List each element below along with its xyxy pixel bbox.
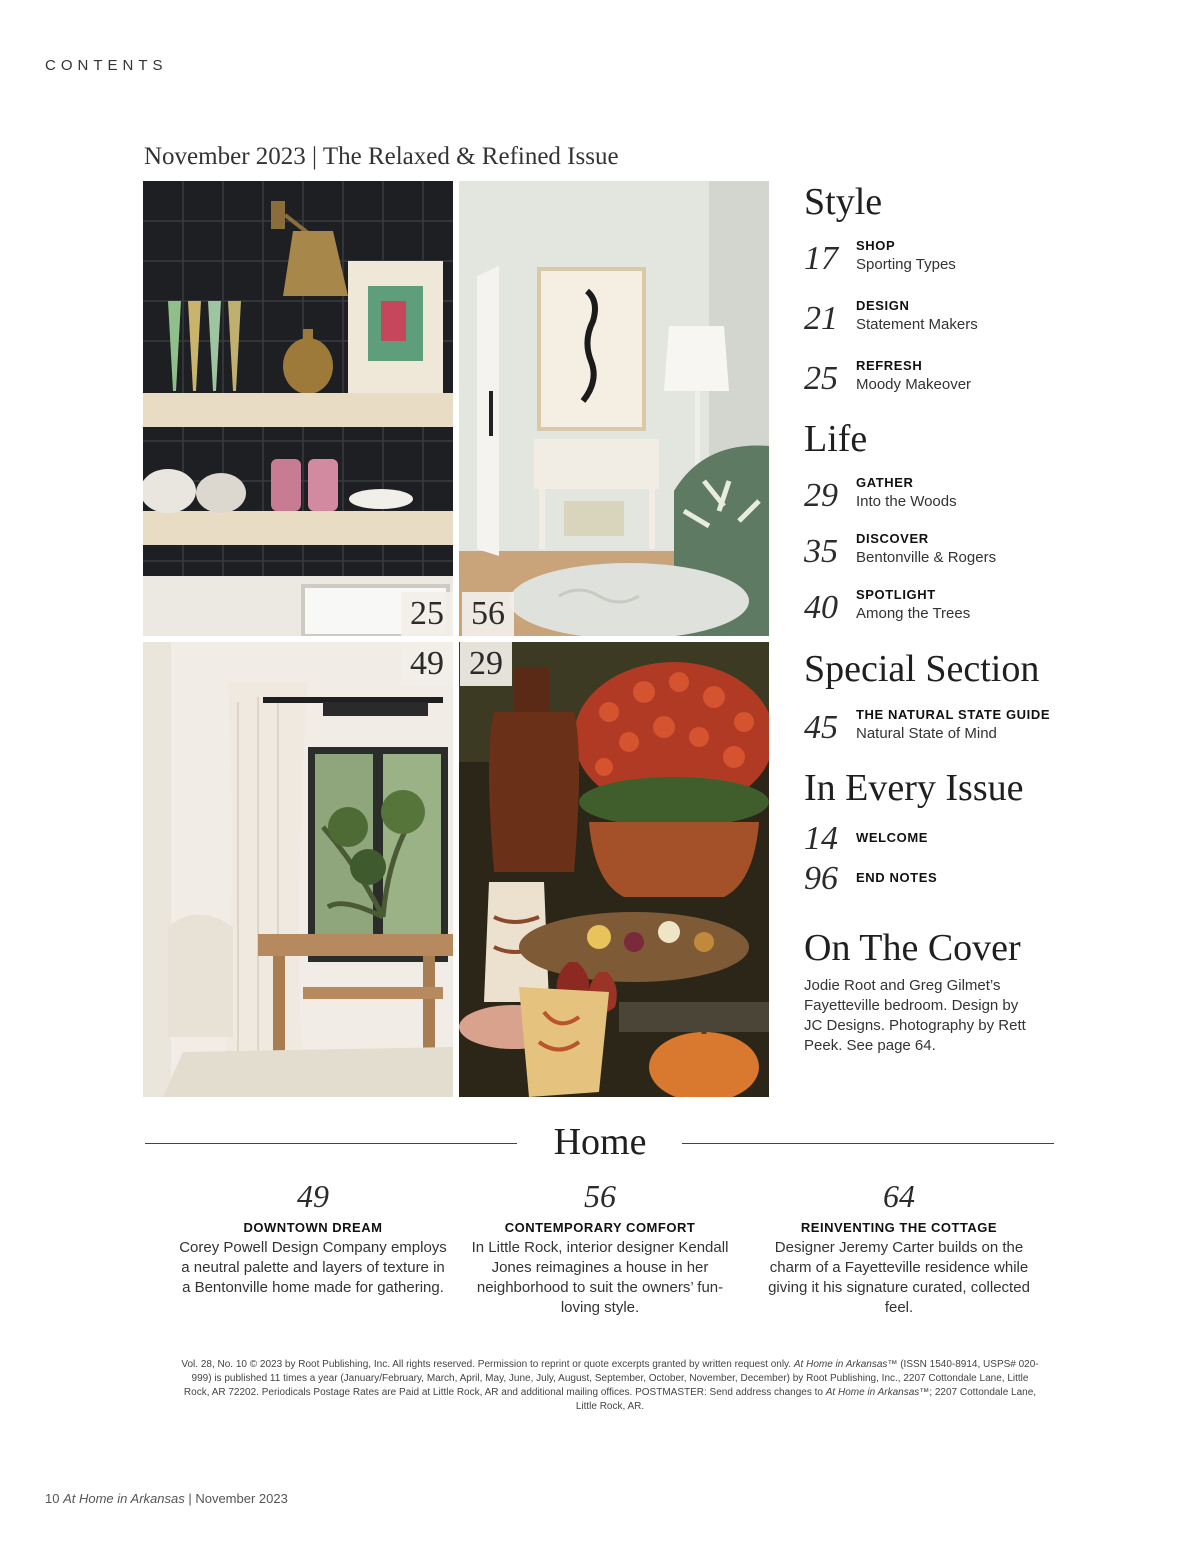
home-feature[interactable] [178, 1176, 448, 1298]
footer-issue: | November 2023 [188, 1491, 288, 1506]
toc-entry[interactable] [804, 531, 1084, 575]
footer-page-number: 10 [45, 1491, 60, 1506]
toc-entry[interactable] [804, 475, 1084, 519]
toc-title: Statement Makers [856, 316, 978, 333]
section-heading-special: Special Section [804, 648, 1040, 690]
feature-page-number: 64 [883, 1178, 915, 1214]
toc-category: GATHER [856, 475, 914, 490]
photo-page-tag: 49 [401, 642, 453, 686]
cover-description: Jodie Root and Greg Gilmet’s Fayetteville bedroom. Design by JC Designs. Photography by Rett Peek. See page 64. [804, 977, 1026, 1054]
toc-category: DESIGN [856, 298, 910, 313]
toc-title: Into the Woods [856, 493, 957, 510]
home-feature[interactable] [465, 1176, 735, 1318]
toc-page-number: 45 [804, 709, 838, 746]
toc-page-number: 35 [804, 533, 838, 570]
divider-right [682, 1143, 1054, 1144]
masthead-fine-print [180, 1358, 1040, 1414]
toc-entry[interactable] [804, 587, 1084, 631]
masthead-text: Vol. 28, No. 10 © 2023 by Root Publishing, Inc. All rights reserved. Permission to reprint or quote excerpts granted by written request only. [181, 1359, 792, 1370]
masthead-publication: At Home in Arkansas™ [793, 1359, 898, 1370]
section-heading-style: Style [804, 181, 883, 223]
issue-title: November 2023 | The Relaxed & Refined Issue [144, 143, 619, 170]
toc-page-number: 17 [804, 240, 838, 277]
feature-category: REINVENTING THE COTTAGE [800, 1220, 998, 1235]
masthead-text: mailing offices. POSTMASTER: Send address changes to [566, 1387, 823, 1398]
toc-page-number: 29 [804, 477, 838, 514]
toc-title: Among the Trees [856, 605, 971, 622]
toc-category: SPOTLIGHT [856, 587, 936, 602]
toc-entry[interactable] [804, 298, 1084, 342]
toc-title: Moody Makeover [856, 376, 972, 393]
photo-page-tag: 56 [462, 592, 514, 636]
toc-category: END NOTES [856, 870, 938, 885]
feature-page-number: 49 [297, 1178, 329, 1214]
feature-description: In Little Rock, interior designer Kendall Jones reimagines a house in her neighborhood to suit the owners’ fun-loving style. [471, 1239, 729, 1316]
toc-title: Natural State of Mind [856, 725, 997, 742]
feature-category: CONTEMPORARY COMFORT [504, 1220, 696, 1235]
toc-page-number: 25 [804, 360, 838, 397]
toc-entry[interactable] [804, 858, 1084, 902]
feature-description: Corey Powell Design Company employs a neutral palette and layers of texture in a Bentonville home made for gathering. [179, 1239, 447, 1296]
toc-entry[interactable] [804, 238, 1084, 282]
feature-description: Designer Jeremy Carter builds on the charm of a Fayetteville residence while giving it his signature curated, collected feel. [768, 1239, 1030, 1316]
footer-publication: At Home in Arkansas [63, 1491, 185, 1506]
section-heading-every-issue: In Every Issue [804, 767, 1024, 809]
contents-label: CONTENTS [45, 57, 168, 74]
toc-page-number: 96 [804, 860, 838, 897]
section-heading-home: Home [553, 1121, 647, 1163]
section-heading-life: Life [804, 418, 868, 460]
photo-autumn-spread [459, 642, 769, 1097]
toc-title: Sporting Types [856, 256, 956, 273]
toc-entry[interactable] [804, 707, 1084, 751]
toc-category: DISCOVER [856, 531, 929, 546]
toc-entry[interactable] [804, 358, 1084, 402]
photo-kitchen-shelves [143, 181, 453, 636]
toc-page-number: 40 [804, 589, 838, 626]
page-footer [45, 1491, 288, 1506]
masthead-text: ; 2207 Cottondale Lane, Little Rock, AR. [575, 1387, 1037, 1412]
section-heading-cover: On The Cover [804, 927, 1021, 969]
feature-page-number: 56 [584, 1178, 616, 1214]
masthead-text: (ISSN 1540-8914, USPS# 020-999) is published 11 times a year (January/February, March, April, May, June, July, August, September, October, November, December) by Root Publishing, Inc., 2207 Cottondale Lane, Little Rock, AR 72202. Periodicals Postage Rates are Paid at Little Rock, AR and additional [183, 1359, 1039, 1398]
photo-page-tag: 25 [401, 592, 453, 636]
toc-category: THE NATURAL STATE GUIDE [856, 707, 1051, 722]
photo-bedroom-corner [459, 181, 769, 636]
photo-dining-room [143, 642, 453, 1097]
toc-title: Bentonville & Rogers [856, 549, 997, 566]
toc-page-number: 14 [804, 820, 838, 857]
toc-entry[interactable] [804, 818, 1084, 862]
toc-category: SHOP [856, 238, 896, 253]
toc-category: REFRESH [856, 358, 923, 373]
photo-page-tag: 29 [460, 642, 512, 686]
feature-category: DOWNTOWN DREAM [243, 1220, 383, 1235]
home-feature[interactable] [764, 1176, 1034, 1318]
masthead-publication: At Home in Arkansas™ [825, 1387, 930, 1398]
toc-category: WELCOME [856, 830, 929, 845]
divider-left [145, 1143, 517, 1144]
toc-page-number: 21 [804, 300, 838, 337]
